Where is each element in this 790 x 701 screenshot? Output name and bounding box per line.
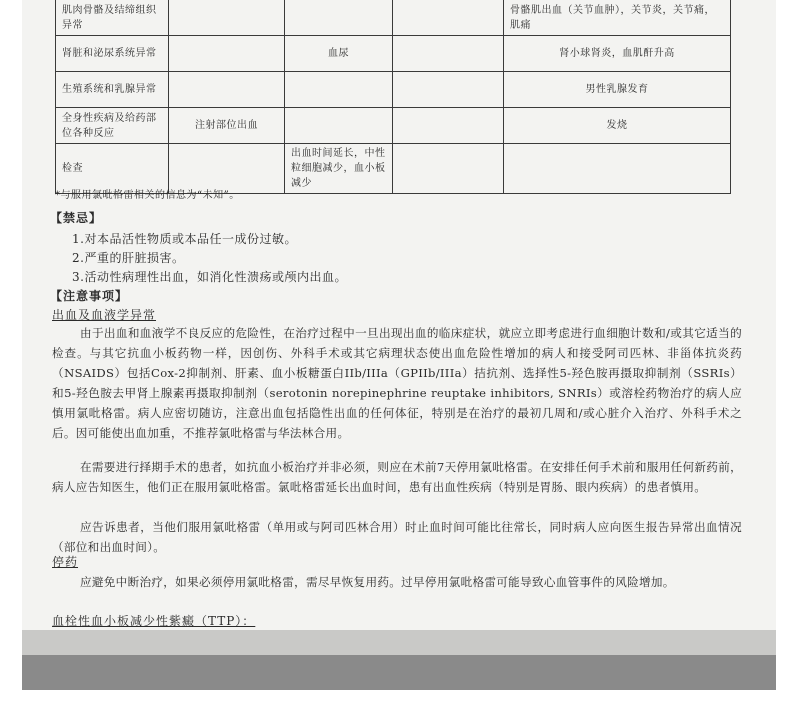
table-cell <box>285 0 393 36</box>
bleeding-subheading: 出血及血液学异常 <box>52 308 157 322</box>
table-cell: 男性乳腺发育 <box>504 72 731 108</box>
paragraph: 在需要进行择期手术的患者，如抗血小板治疗并非必须，则应在术前7天停用氯吡格雷。在安排任何手术前和服用任何新药前，病人应告知医生，他们正在服用氯吡格雷。氯吡格雷延长出血时间，患有出血性疾病（特别是胃肠、眼内疾病）的患者慎用。 <box>52 460 742 494</box>
table-row <box>56 0 731 36</box>
table-cell <box>393 144 504 194</box>
table-cell: 骨骼肌出血（关节血肿），关节炎，关节痛，肌痛 <box>504 0 731 36</box>
paragraph: 由于出血和血液学不良反应的危险性，在治疗过程中一旦出现出血的临床症状，就应立即考虑进行血细胞计数和/或其它适当的检查。与其它抗血小板药物一样，因创伤、外科手术或其它病理状态使出血危险性增加的病人和接受阿司匹林、非甾体抗炎药（NSAIDS）包括Cox-2抑制剂、肝素、血小板糖蛋白IIb/IIIa（GPIIb/IIIa）拮抗剂、选择性5-羟色胺再摄取抑制剂（SSRIs）和5-羟色胺去甲肾上腺素再摄取抑制剂（serotonin norepinephrine reuptake inhibitors, SNRIs）或溶栓药物治疗的病人应慎用氯吡格雷。病人应密切随访，注意出血包括隐性出血的任何体征，特别是在治疗的最初几周和/或心脏介入治疗、外科手术之后。因可能使出血加重，不推荐氯吡格雷与华法林合用。 <box>52 326 742 440</box>
table-cell <box>393 72 504 108</box>
table-cell: 生殖系统和乳腺异常 <box>56 72 169 108</box>
table-row <box>56 72 731 108</box>
table-cell: 血尿 <box>285 36 393 72</box>
table-cell <box>393 108 504 144</box>
table-cell <box>169 72 285 108</box>
table-cell: 注射部位出血 <box>169 108 285 144</box>
paragraph: 应避免中断治疗，如果必须停用氯吡格雷，需尽早恢复用药。过早停用氯吡格雷可能导致心血管事件的风险增加。 <box>80 575 675 589</box>
ttp-subheading: 血栓性血小板减少性紫癜（TTP）： <box>52 614 256 628</box>
table-cell <box>393 36 504 72</box>
table-footnote: *与服用氯吡格雷相关的信息为“未知”。 <box>55 190 240 201</box>
adverse-reactions-table <box>55 0 731 194</box>
contraindications-heading: 【禁忌】 <box>50 211 103 225</box>
precautions-heading: 【注意事项】 <box>50 289 129 303</box>
table-cell: 全身性疾病及给药部位各种反应 <box>56 108 169 144</box>
table-row <box>56 36 731 72</box>
table-row <box>56 108 731 144</box>
table-cell <box>504 144 731 194</box>
list-item: 1.对本品活性物质或本品任一成份过敏。 <box>72 232 297 246</box>
table-cell <box>285 72 393 108</box>
table-cell <box>169 0 285 36</box>
discontinuation-subheading: 停药 <box>52 555 79 569</box>
list-item: 2.严重的肝脏损害。 <box>72 251 185 265</box>
table-cell <box>169 36 285 72</box>
table-cell: 肌肉骨骼及结缔组织异常 <box>56 0 169 36</box>
paragraph: 应告诉患者，当他们服用氯吡格雷（单用或与阿司匹林合用）时止血时间可能比往常长，同时病人应向医生报告异常出血情况（部位和出血时间）。 <box>52 520 742 554</box>
table-cell: 发烧 <box>504 108 731 144</box>
page-bottom-band <box>22 655 776 690</box>
table-cell: 出血时间延长，中性粒细胞减少，血小板减少 <box>285 144 393 194</box>
list-item: 3.活动性病理性出血，如消化性溃疡或颅内出血。 <box>72 270 347 284</box>
table-cell <box>393 0 504 36</box>
table-cell: 肾小球肾炎，血肌酐升高 <box>504 36 731 72</box>
page-shadow <box>22 630 776 655</box>
table-cell: 检查 <box>56 144 169 194</box>
table-cell: 肾脏和泌尿系统异常 <box>56 36 169 72</box>
table-cell <box>285 108 393 144</box>
